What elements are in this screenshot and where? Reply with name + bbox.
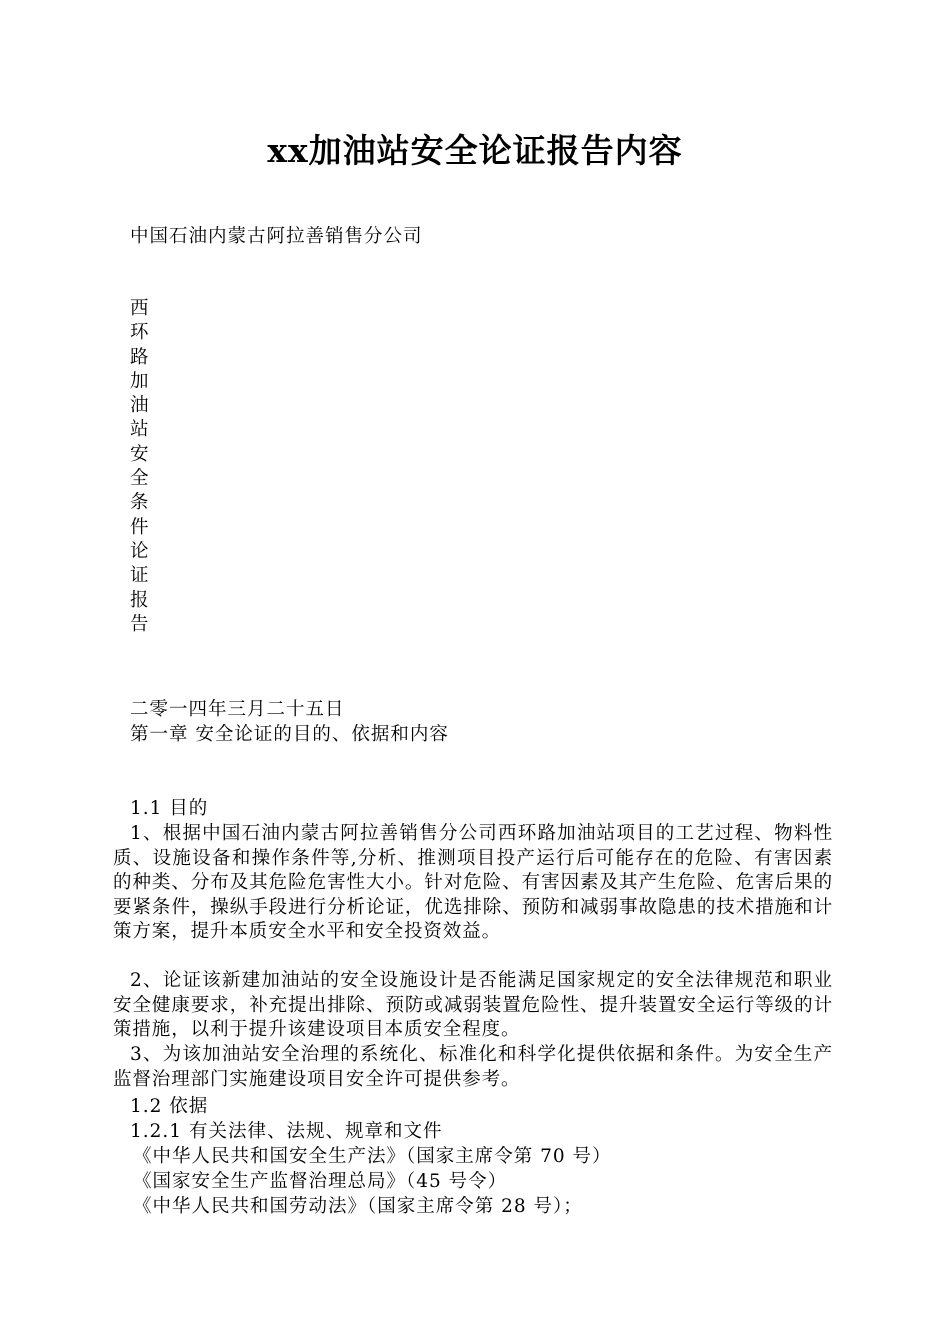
vertical-title-char: 环 [130,322,149,344]
document-title: xx加油站安全论证报告内容 [267,131,683,170]
vertical-title-char: 加 [130,370,149,392]
subsection-heading-laws: 1.2.1 有关法律、法规、规章和文件 [130,1121,443,1142]
vertical-title-char: 件 [130,516,149,538]
vertical-title-char: 论 [130,540,149,562]
vertical-title-char: 油 [130,395,149,417]
vertical-title-char: 条 [130,492,149,514]
section-heading-basis: 1.2 依据 [130,1096,209,1117]
vertical-title-char: 证 [130,565,149,587]
chapter-heading: 第一章 安全论证的目的、依据和内容 [130,724,449,745]
report-date: 二零一四年三月二十五日 [130,699,345,720]
paragraph-purpose-2: 2、论证该新建加油站的安全设施设计是否能满足国家规定的安全法律规范和职业安全健康要求，补充提出排除、预防或减弱装置危险性、提升装置安全运行等级的计策措施，以利于提升该建设项目本质安全程度。 [113,970,833,1040]
paragraph-purpose-3: 3、为该加油站安全治理的系统化、标准化和科学化提供依据和条件。为安全生产监督治理部门实施建设项目安全许可提供参考。 [113,1044,833,1090]
paragraph-purpose-1: 1、根据中国石油内蒙古阿拉善销售分公司西环路加油站项目的工艺过程、物料性质、设施设备和操作条件等,分析、推测项目投产运行后可能存在的危险、有害因素的种类、分布及其危险危害性大小。针对危险、有害因素及其产生危险、危害后果的要紧条件，操纵手段进行分析论证，优选排除、预防和减弱事故隐患的技术措施和计策方案，提升本质安全水平和安全投资效益。 [113,823,833,942]
vertical-title-char: 报 [130,589,149,611]
vertical-title-char: 安 [130,443,149,465]
vertical-report-title [130,297,154,637]
vertical-title-char: 西 [130,298,149,319]
vertical-title-char: 告 [130,613,149,635]
law-item-1: 《中华人民共和国安全生产法》（国家主席令第 70 号） [133,1146,612,1167]
vertical-title-char: 站 [130,419,149,441]
law-item-3: 《中华人民共和国劳动法》（国家主席令第 28 号）； [133,1196,583,1217]
section-heading-purpose: 1.1 目的 [130,798,209,819]
company-name: 中国石油内蒙古阿拉善销售分公司 [130,226,423,247]
vertical-title-char: 路 [130,346,149,368]
vertical-title-char: 全 [130,468,149,490]
law-item-2: 《国家安全生产监督治理总局》（45 号令） [133,1171,508,1192]
